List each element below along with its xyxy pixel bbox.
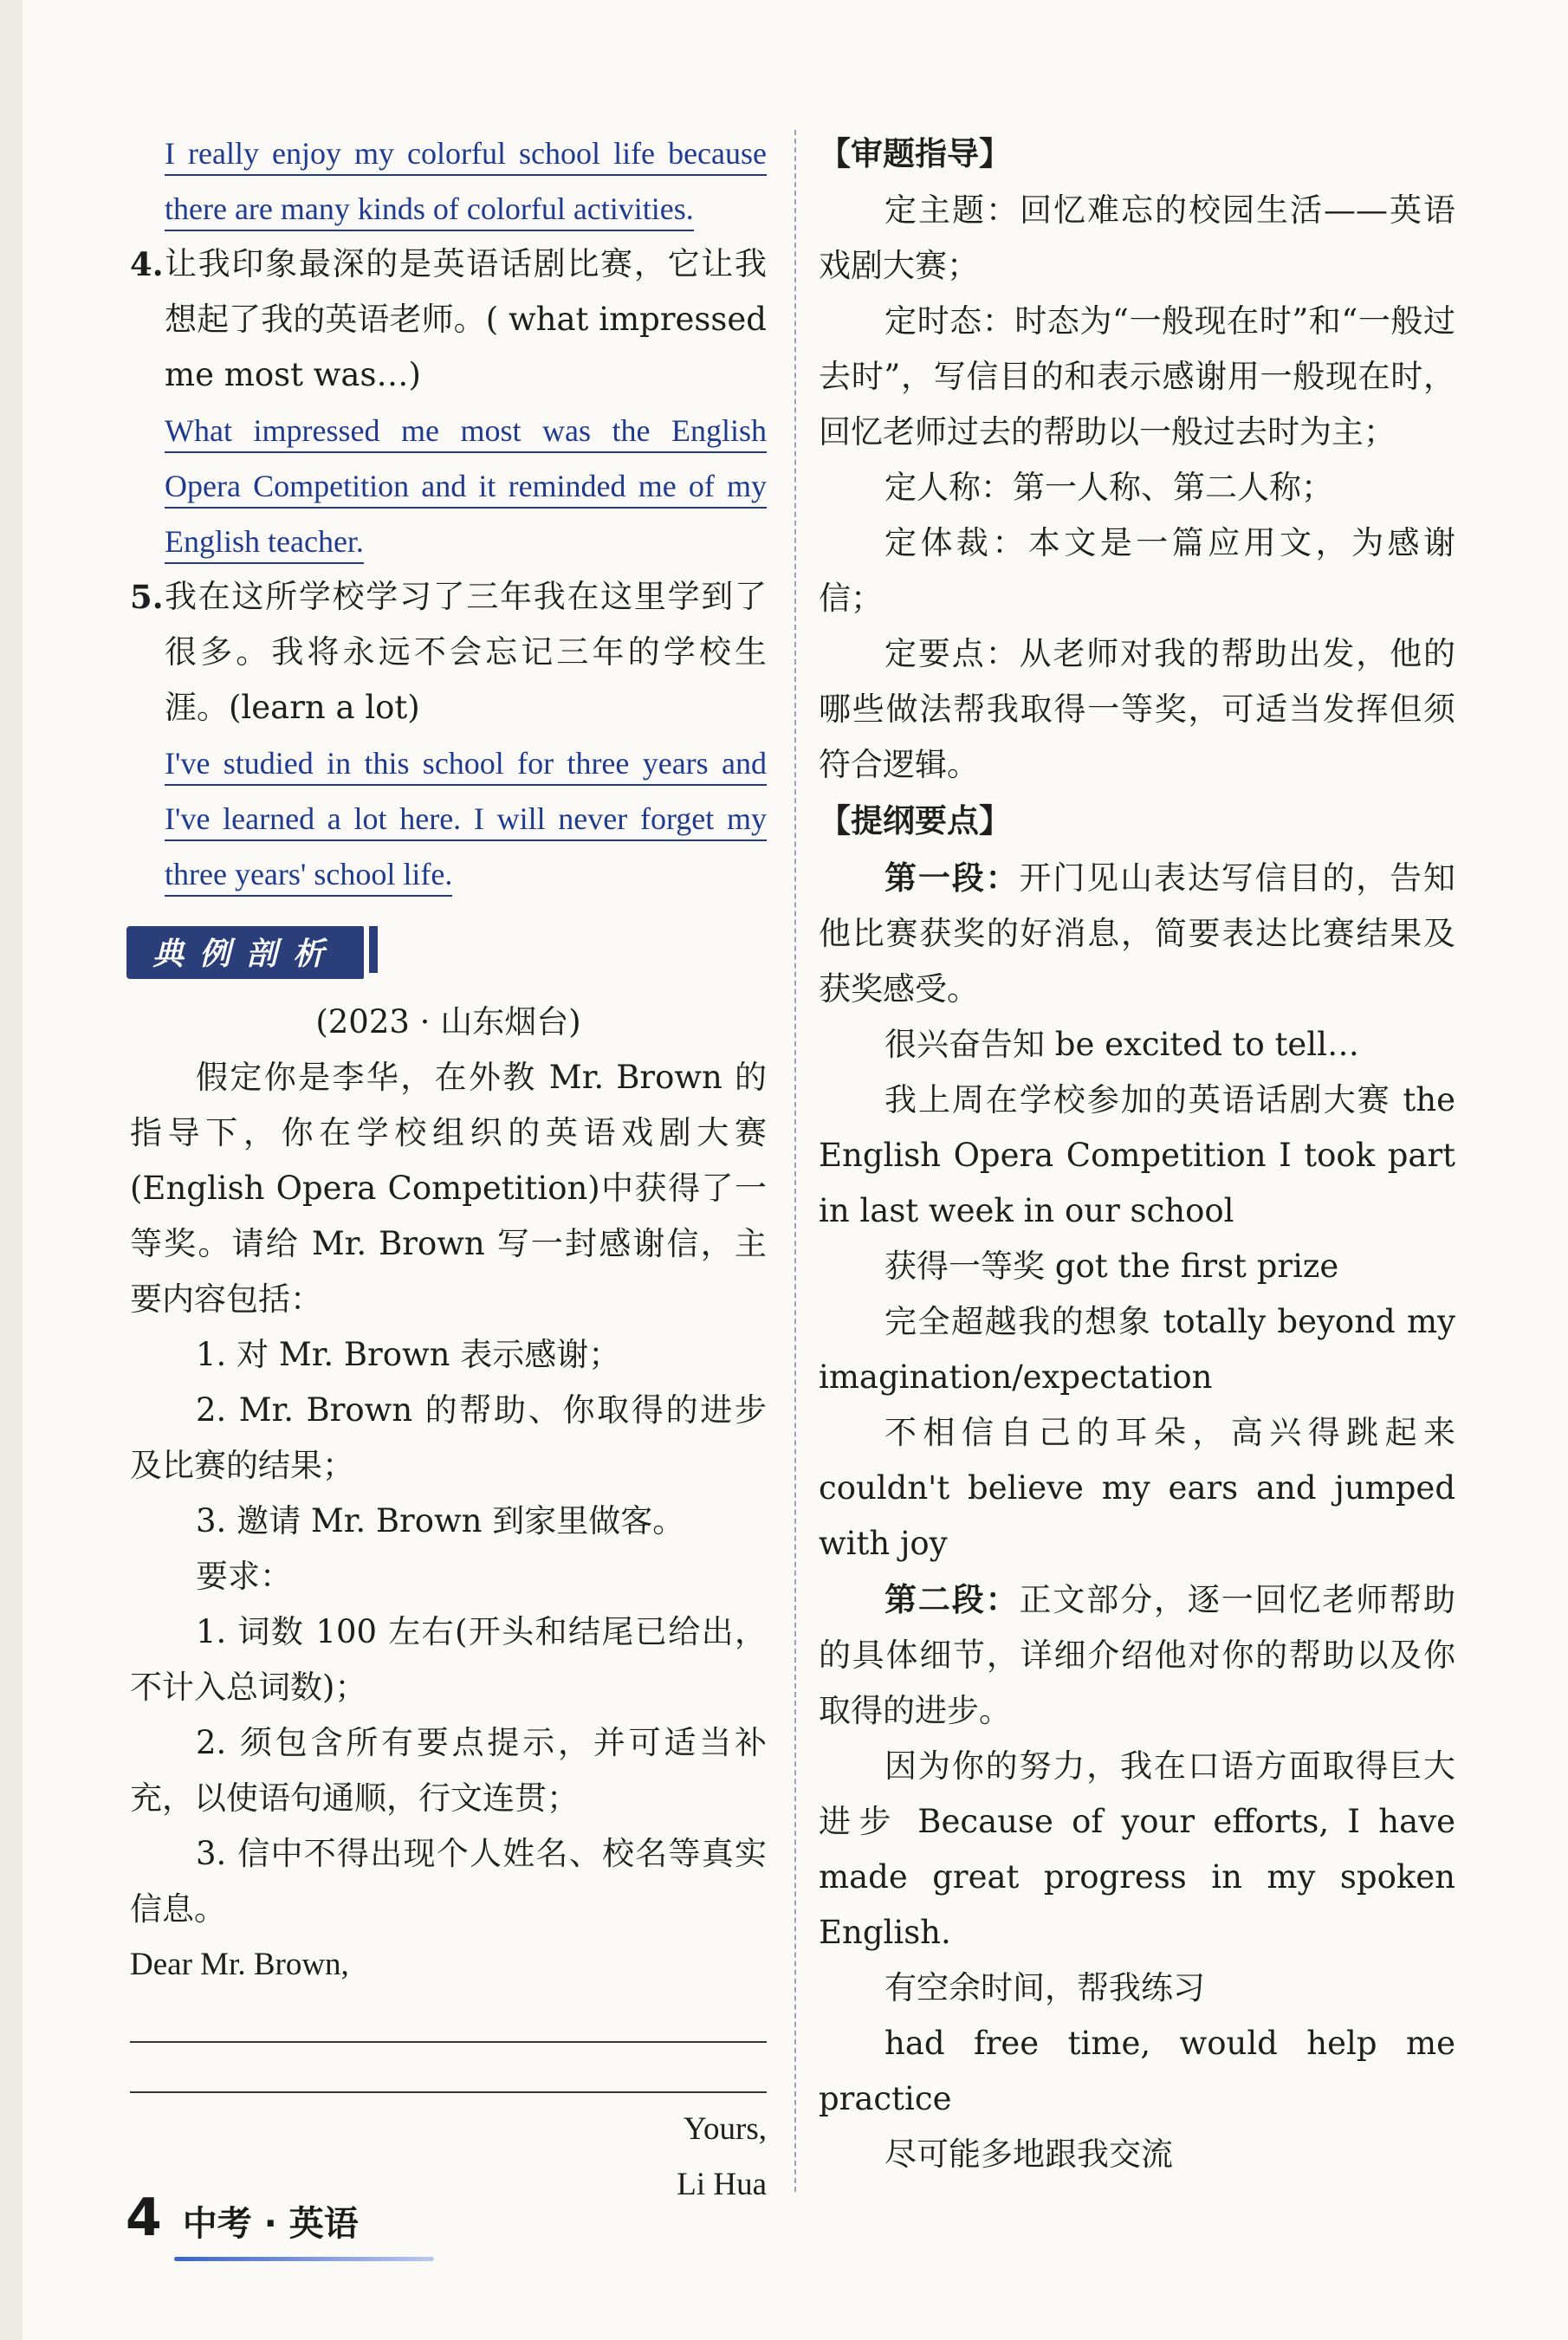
answer-3: I really enjoy my colorful school life because there are many kinds of colorful activities.	[165, 126, 767, 237]
expression-5: 不相信自己的耳朵，高兴得跳起来 couldn't believe my ears and jumped with joy	[819, 1414, 1455, 1562]
column-divider	[794, 130, 796, 2192]
expression-7: 有空余时间，帮我练习	[884, 1969, 1205, 2006]
para-2-label: 第二段：	[884, 1580, 1020, 1618]
guide-genre: 定体裁：本文是一篇应用文，为感谢信；	[819, 524, 1455, 617]
section-banner	[126, 926, 378, 979]
requirements-title: 要求：	[196, 1558, 292, 1595]
question-4-text: 让我印象最深的是英语话剧比赛，它让我想起了我的英语老师。( what impressed me most was…)	[165, 245, 767, 393]
banner-tail	[369, 926, 378, 973]
question-5	[130, 569, 767, 736]
requirement-3: 3. 信中不得出现个人姓名、校名等真实信息。	[130, 1835, 767, 1928]
guide-points: 定要点：从老师对我的帮助出发，他的哪些做法帮我取得一等奖，可适当发挥但须符合逻辑。	[819, 635, 1455, 783]
expression-3: 获得一等奖 got the first prize	[884, 1248, 1339, 1285]
answer-4: What impressed me most was the English Opera Competition and it reminded me of my English teacher.	[165, 403, 767, 569]
expression-2: 我上周在学校参加的英语话剧大赛 the English Opera Competition I took part in last week in our school	[819, 1081, 1455, 1229]
heading-guidance: 【审题指导】	[819, 135, 1011, 172]
right-column	[819, 126, 1455, 2182]
answer-5: I've studied in this school for three years and I've learned a lot here. I will never forget my three years' school life.	[165, 736, 767, 902]
guide-theme: 定主题：回忆难忘的校园生活——英语戏剧大赛；	[819, 191, 1455, 284]
footer-accent-bar	[174, 2257, 434, 2261]
prompt-paragraph: 假定你是李华，在外教 Mr. Brown 的指导下，你在学校组织的英语戏剧大赛(English Opera Competition)中获得了一等奖。请给 Mr. Brown 写一封感谢信，主要内容包括：	[130, 1059, 767, 1318]
para-1-text: 开门见山表达写信目的，告知他比赛获奖的好消息，简要表达比赛结果及获奖感受。	[819, 859, 1455, 1008]
page-number: 4	[126, 2188, 162, 2248]
para-2-text: 正文部分，逐一回忆老师帮助的具体细节，详细介绍他对你的帮助以及你取得的进步。	[819, 1581, 1455, 1729]
requirement-2: 2. 须包含所有要点提示，并可适当补充，以使语句通顺，行文连贯；	[130, 1724, 767, 1817]
letter-closing: Yours,	[684, 2111, 767, 2147]
left-column	[130, 126, 767, 2213]
content-point-2: 2. Mr. Brown 的帮助、你取得的进步及比赛的结果；	[130, 1391, 767, 1484]
outline-para-2	[819, 1572, 1455, 1739]
book-title: 中考 · 英语	[182, 2204, 359, 2244]
requirement-1: 1. 词数 100 左右(开头和结尾已给出，不计入总词数)；	[130, 1613, 767, 1706]
guide-person: 定人称：第一人称、第二人称；	[884, 469, 1333, 506]
guide-tense: 定时态：时态为“一般现在时”和“一般过去时”，写信目的和表示感谢用一般现在时，回忆老师过去的帮助以一般过去时为主；	[819, 302, 1455, 450]
outline-para-1	[819, 850, 1455, 1017]
content-point-1: 1. 对 Mr. Brown 表示感谢；	[196, 1336, 621, 1373]
writing-line-1	[130, 1993, 767, 2043]
letter-salutation: Dear Mr. Brown,	[130, 1947, 349, 1982]
para-1-label: 第一段：	[884, 859, 1020, 897]
page-footer	[126, 2188, 359, 2248]
letter-signature: Li Hua	[677, 2167, 767, 2202]
expression-1: 很兴奋告知 be excited to tell…	[884, 1026, 1359, 1063]
expression-4: 完全超越我的想象 totally beyond my imagination/expectation	[819, 1303, 1455, 1396]
page-edge	[0, 0, 23, 2340]
expression-6: 因为你的努力，我在口语方面取得巨大进步 Because of your efforts, I have made great progress in my spoken English.	[819, 1747, 1455, 1951]
question-4-number: 4.	[130, 245, 164, 283]
writing-line-2	[130, 2043, 767, 2093]
expression-9: 尽可能多地跟我交流	[884, 2136, 1173, 2173]
question-4	[130, 237, 767, 403]
banner-label: 典例剖析	[126, 926, 364, 979]
exam-source: (2023 · 山东烟台)	[315, 1003, 581, 1040]
heading-outline: 【提纲要点】	[819, 802, 1011, 839]
content-point-3: 3. 邀请 Mr. Brown 到家里做客。	[196, 1502, 685, 1539]
question-5-number: 5.	[130, 578, 164, 616]
question-5-text: 我在这所学校学习了三年我在这里学到了很多。我将永远不会忘记三年的学校生涯。(learn a lot)	[165, 578, 767, 726]
expression-8: had free time, would help me practice	[819, 2025, 1455, 2117]
